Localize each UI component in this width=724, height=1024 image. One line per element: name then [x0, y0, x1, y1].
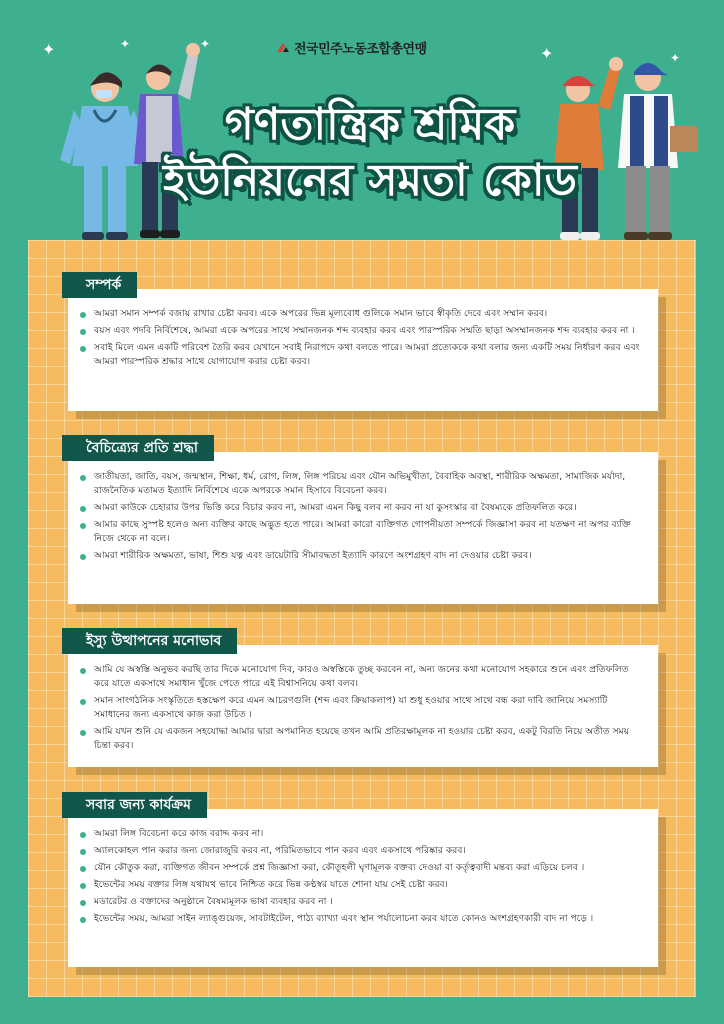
organization-name: 전국민주노동조합총연맹: [294, 42, 427, 57]
list-item: ইভেন্টের সময়, আমরা সাইন ল্যাঙ্গুয়েজ, সাবটাইটেল, পাঠ্য ব্যাখ্যা এবং স্থান পর্যালোচনা করব যাতে কোনও অংশগ্রহণকারী বাদ না পড়ে ।: [78, 912, 644, 926]
list-item: আমার কাছে সুস্পষ্ট হলেও অন্য ব্যক্তির কাছে অদ্ভুত হতে পারে। আমরা কারো ব্যক্তিগত গোপনীয়তা সম্পর্কে জিজ্ঞাসা করব না যতক্ষণ না অপর ব্যক্তি নিজে থেকে না বলে।: [78, 518, 644, 546]
sparkle-icon: ✦: [200, 37, 211, 51]
section-card: [68, 645, 658, 767]
section-heading: সবার জন্য কার্যক্রম: [62, 792, 207, 818]
item-list: [78, 827, 644, 926]
section-diversity: [62, 435, 660, 610]
list-item: আমরা লিঙ্গ বিবেচনা করে কাজ বরাদ্দ করব না।: [78, 827, 644, 841]
sparkle-icon: ✦: [670, 51, 681, 65]
item-list: [78, 470, 644, 563]
section-raising-issues: [62, 628, 660, 773]
list-item: অ্যালকোহল পান করার জন্য জোরাজুরি করব না, পরিমিতভাবে পান করব এবং একসাথে পরিষ্কার করব।: [78, 844, 644, 858]
list-item: আমরা সমান সম্পর্ক বজায় রাখার চেষ্টা করব। একে অপরের ভিন্ন মূল্যবোধ গুলিকে সমান ভাবে স্বীকৃতি দেবে এবং সম্মান করব।: [78, 307, 644, 321]
sparkle-icon: ✦: [120, 37, 131, 51]
list-item: আমি যে অস্বস্তি অনুভব করছি তার দিকে মনোযোগ দিব, কারও অস্বস্তিকে তুচ্ছ করবেন না, অন্য জনের কথা মনোযোগ সহকারে শুনে এবং প্রতিফলিত করে যাতে একসাথে সমাধান খুঁজে পেতে পারে এই বিশ্বাসনিয়ে কথা বলব।: [78, 663, 644, 691]
poster-title-line1: গণতান্ত্রিক শ্রমিক: [224, 99, 516, 150]
list-item: বয়স এবং পদবি নির্বিশেষে, আমরা একে অপরের সাথে সম্মানজনক শব্দ ব্যবহার করব এবং পারস্পরিক সম্মতি ছাড়া অসম্মানজনক শব্দ ব্যবহার করব না ।: [78, 324, 644, 338]
sparkle-icon: ✦: [540, 44, 554, 63]
section-card: [68, 809, 658, 967]
list-item: যৌন কৌতুক করা, ব্যক্তিগত জীবন সম্পর্কে প্রশ্ন জিজ্ঞাসা করা, কৌতূহলী ঘৃণামূলক বক্তব্য দেওয়া বা কর্তৃত্ববাদী মন্তব্য করা এড়িয়ে চলব ।: [78, 861, 644, 875]
item-list: [78, 663, 644, 753]
list-item: ইভেন্টের সময় বক্তার লিঙ্গ যথাযথ ভাবে নিশ্চিত করে ভিন্ন কণ্ঠস্বর যাতে শোনা যায় সেই চেষ্টা করব।: [78, 878, 644, 892]
organization-logo: [276, 38, 427, 57]
section-card: [68, 452, 658, 604]
list-item: জাতীয়তা, জাতি, বয়স, জন্মস্থান, শিক্ষা, ধর্ম, রোগ, লিঙ্গ, লিঙ্গ পরিচয় এবং যৌন অভিমুখীতা, বৈবাহিক অবস্থা, শারীরিক অক্ষমতা, সামাজিক মর্যাদা, রাজনৈতিক মতামত ইত্যাদি নির্বিশেষে একে অপরকে সমান হিসাবে বিবেচনা করব।: [78, 470, 644, 498]
item-list: [78, 307, 644, 369]
list-item: সমান সাংগঠনিক সংস্কৃতিতে হস্তক্ষেপ করে এমন আচরণগুলি (শব্দ এবং ক্রিয়াকলাপ) যা শুধু হওয়ার সাথে সাথে বন্ধ করা দাবি জানিয়ে সমস্যাটি সমাধানের জন্য একসাথে কাজ করা উচিত ।: [78, 694, 644, 722]
section-heading: বৈচিত্র্যের প্রতি শ্রদ্ধা: [62, 435, 214, 461]
section-card: [68, 289, 658, 411]
section-relationship: [62, 272, 660, 417]
section-activities-for-all: [62, 792, 660, 972]
sparkle-icon: ✦: [42, 40, 56, 59]
section-heading: ইস্যু উত্থাপনের মনোভাব: [62, 628, 237, 654]
poster-title-line2: ইউনিয়নের সমতা কোড: [163, 155, 577, 206]
union-logo-icon: [276, 41, 290, 55]
list-item: আমরা কাউকে চেহারার উপর ভিত্তি করে বিচার করব না, আমরা এমন কিছু বলব না করব না যা কুসংস্কার বা বৈষম্যকে প্রতিফলিত করে।: [78, 501, 644, 515]
section-heading: সম্পর্ক: [62, 272, 137, 298]
list-item: মডারেটর ও বক্তাদের অনুষ্ঠানে বৈষম্যমূলক ভাষা ব্যবহার করব না ।: [78, 895, 644, 909]
list-item: আমরা শারীরিক অক্ষমতা, ভাষা, শিশু যত্ন এবং ডায়েটারি সীমাবদ্ধতা ইত্যাদি কারণে অংশগ্রহণ বাদ না দেওয়ার চেষ্টা করব।: [78, 549, 644, 563]
list-item: সবাই মিলে এমন একটি পরিবেশ তৈরি করব যেখানে সবাই নিরাপদে কথা বলতে পারে। আমরা প্রত্যেককে কথা বলার জন্য একটি সময় নির্ধারণ করব এবং আমরা পারস্পরিক শ্রদ্ধার সাথে যোগাযোগ করার চেষ্টা করব।: [78, 341, 644, 369]
list-item: আমি যখন শুনি যে একজন সহযোদ্ধা আমার দ্বারা অপমানিত হয়েছে তখন আমি প্রতিরক্ষামূলক না হওয়ার চেষ্টা করব, একটু বিরতি নিয়ে অতীত সময় চিন্তা করব।: [78, 725, 644, 753]
